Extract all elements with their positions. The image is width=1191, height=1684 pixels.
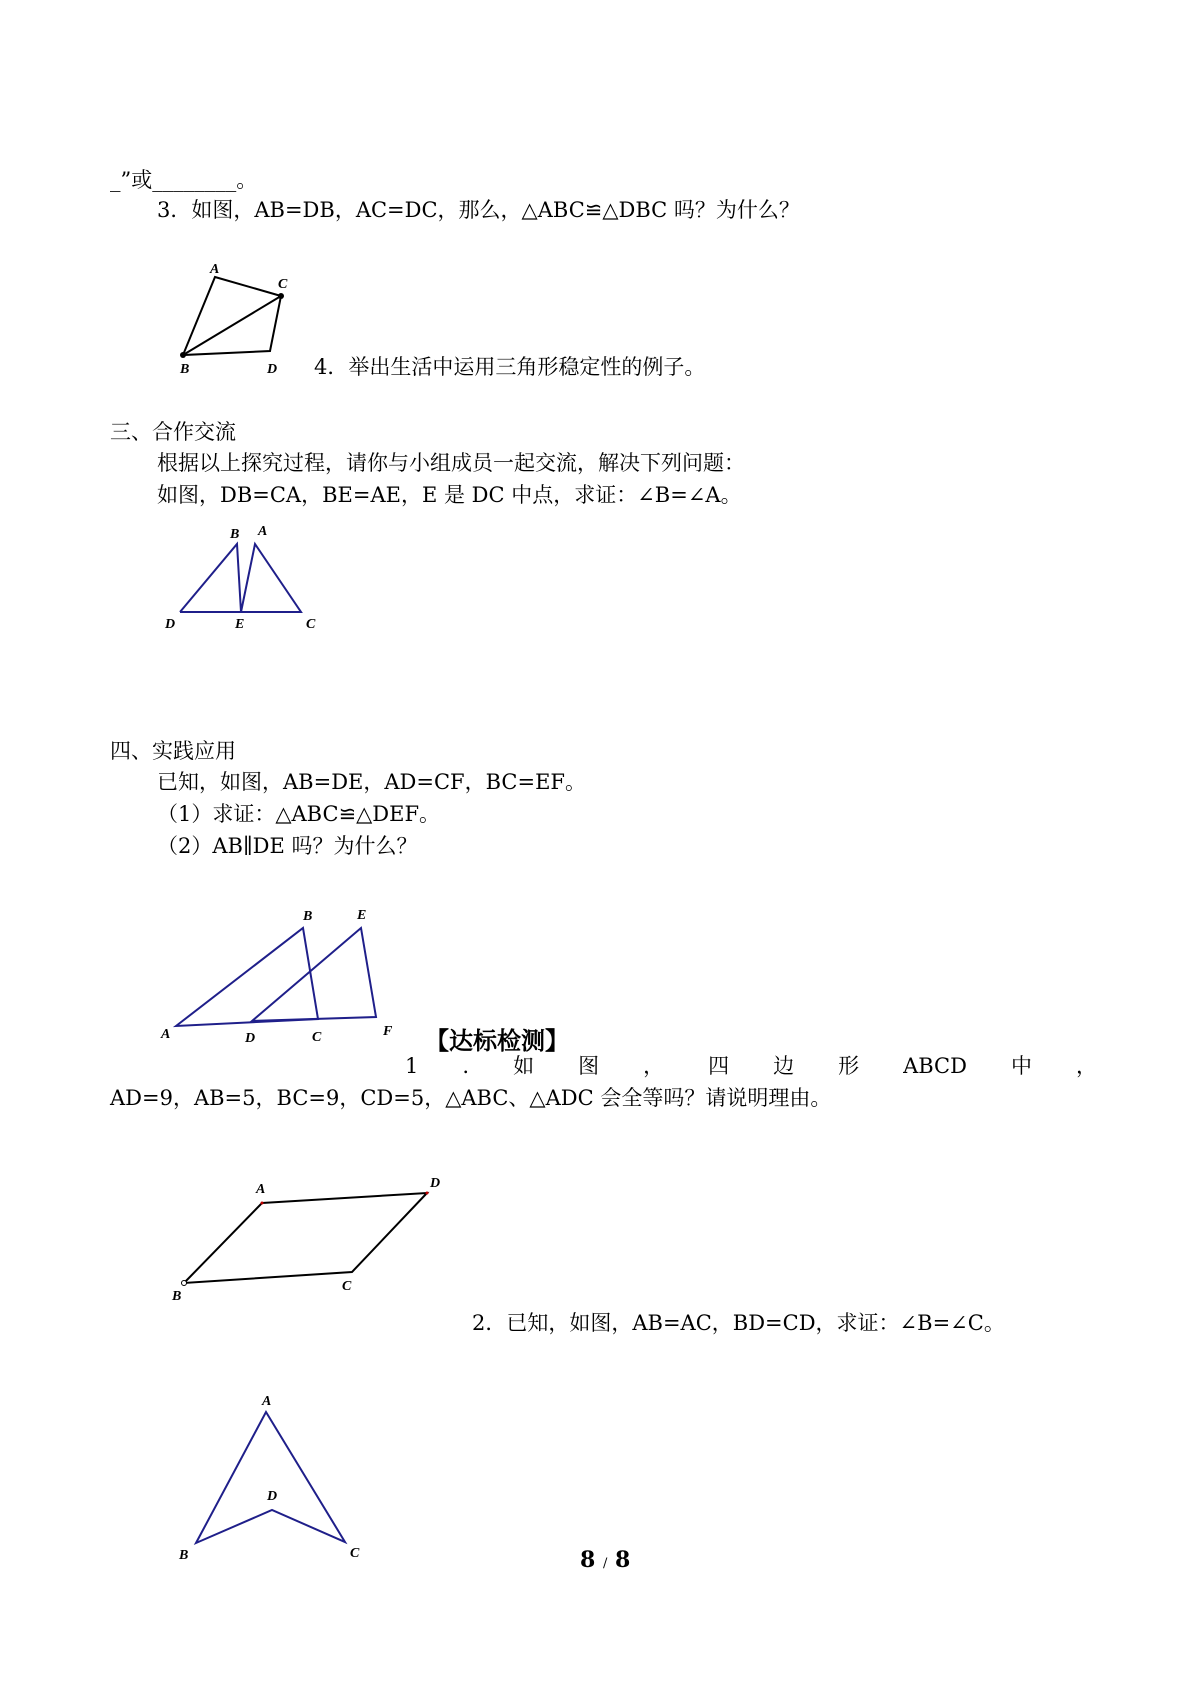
figure-label: D bbox=[267, 1489, 278, 1504]
figure-label: C bbox=[278, 277, 288, 292]
figure-label: A bbox=[258, 524, 268, 539]
figure-1-point-c bbox=[278, 293, 284, 299]
q1-word: 形 bbox=[838, 1054, 860, 1078]
figure-1-outline bbox=[183, 277, 281, 355]
figure-label: A bbox=[256, 1182, 266, 1197]
question-3: 3．如图，AB=DB，AC=DC，那么，△ABC≌△DBC 吗？为什么？ bbox=[157, 198, 800, 222]
figure-4-point-d bbox=[426, 1192, 429, 1195]
figure-1-diagonal-bc bbox=[183, 296, 281, 355]
page-number-total: 8 bbox=[615, 1547, 631, 1573]
figure-label: F bbox=[383, 1024, 393, 1039]
figure-label: B bbox=[180, 362, 190, 377]
q1-word: 图 bbox=[578, 1054, 600, 1078]
check-question-1-first-line bbox=[405, 1052, 1097, 1080]
figure-5-outline bbox=[196, 1412, 345, 1543]
figure-quadrilateral-abcd bbox=[160, 1160, 460, 1304]
section-4-heading: 四、实践应用 bbox=[110, 739, 236, 763]
q1-word: 如 bbox=[513, 1054, 535, 1078]
figure-4-point-b bbox=[182, 1281, 187, 1286]
figure-2-outline bbox=[180, 544, 301, 612]
figure-label: C bbox=[350, 1546, 360, 1561]
page-number bbox=[580, 1547, 630, 1573]
question-4: 4．举出生活中运用三角形稳定性的例子。 bbox=[314, 355, 706, 379]
page-number-current: 8 bbox=[580, 1547, 596, 1573]
section-4-given: 已知，如图，AB=DE，AD=CF，BC=EF。 bbox=[157, 770, 586, 794]
figure-1-point-b bbox=[180, 352, 186, 358]
figure-concave-abdc bbox=[170, 1385, 370, 1565]
figure-label: C bbox=[312, 1030, 322, 1045]
figure-label: A bbox=[210, 262, 220, 277]
figure-label: A bbox=[161, 1027, 171, 1042]
figure-label: D bbox=[245, 1031, 256, 1046]
check-section-title: 【达标检测】 bbox=[425, 1026, 569, 1055]
figure-label: D bbox=[430, 1176, 441, 1191]
figure-label: A bbox=[262, 1394, 272, 1409]
check-question-1-continuation: AD=9，AB=5，BC=9，CD=5，△ABC、△ADC 会全等吗？请说明理由。 bbox=[110, 1086, 832, 1110]
figure-triangles-dbe-aec bbox=[160, 520, 320, 630]
figure-4-outline bbox=[184, 1193, 427, 1283]
figure-triangles-abc-def bbox=[155, 905, 405, 1045]
q1-word: 中 bbox=[1010, 1054, 1032, 1078]
q1-word: 边 bbox=[773, 1054, 795, 1078]
figure-4-point-a bbox=[261, 1202, 264, 1205]
figure-3-triangle-def bbox=[252, 928, 376, 1021]
figure-label: B bbox=[179, 1548, 189, 1563]
figure-label: C bbox=[342, 1279, 352, 1294]
q1-word: ABCD bbox=[903, 1054, 967, 1078]
figure-3-triangle-abc bbox=[176, 928, 318, 1026]
section-3-instruction: 根据以上探究过程，请你与小组成员一起交流，解决下列问题： bbox=[157, 451, 745, 475]
section-3-problem: 如图，DB=CA，BE=AE，E 是 DC 中点，求证：∠B=∠A。 bbox=[157, 483, 742, 507]
figure-label: B bbox=[172, 1289, 182, 1304]
section-3-heading: 三、合作交流 bbox=[110, 420, 236, 444]
figure-label: E bbox=[357, 908, 367, 923]
q1-word: ， bbox=[1075, 1054, 1097, 1078]
figure-label: D bbox=[267, 362, 278, 377]
fill-blank-line: _”或________。 bbox=[110, 168, 258, 192]
q1-word: 1 bbox=[405, 1054, 419, 1078]
figure-quadrilateral-abdc bbox=[170, 255, 300, 375]
page-number-separator: / bbox=[602, 1556, 608, 1571]
figure-label: E bbox=[235, 617, 245, 632]
q1-word: ， bbox=[643, 1054, 665, 1078]
section-4-part-1: （1）求证：△ABC≌△DEF。 bbox=[157, 802, 441, 826]
q1-word: 四 bbox=[708, 1054, 730, 1078]
check-question-2: 2．已知，如图，AB=AC，BD=CD，求证：∠B=∠C。 bbox=[472, 1311, 1005, 1335]
figure-label: C bbox=[306, 617, 316, 632]
figure-label: D bbox=[165, 617, 176, 632]
q1-word: . bbox=[462, 1054, 470, 1078]
figure-label: B bbox=[303, 909, 313, 924]
section-4-part-2: （2）AB∥DE 吗？为什么？ bbox=[157, 834, 418, 858]
figure-label: B bbox=[230, 527, 240, 542]
